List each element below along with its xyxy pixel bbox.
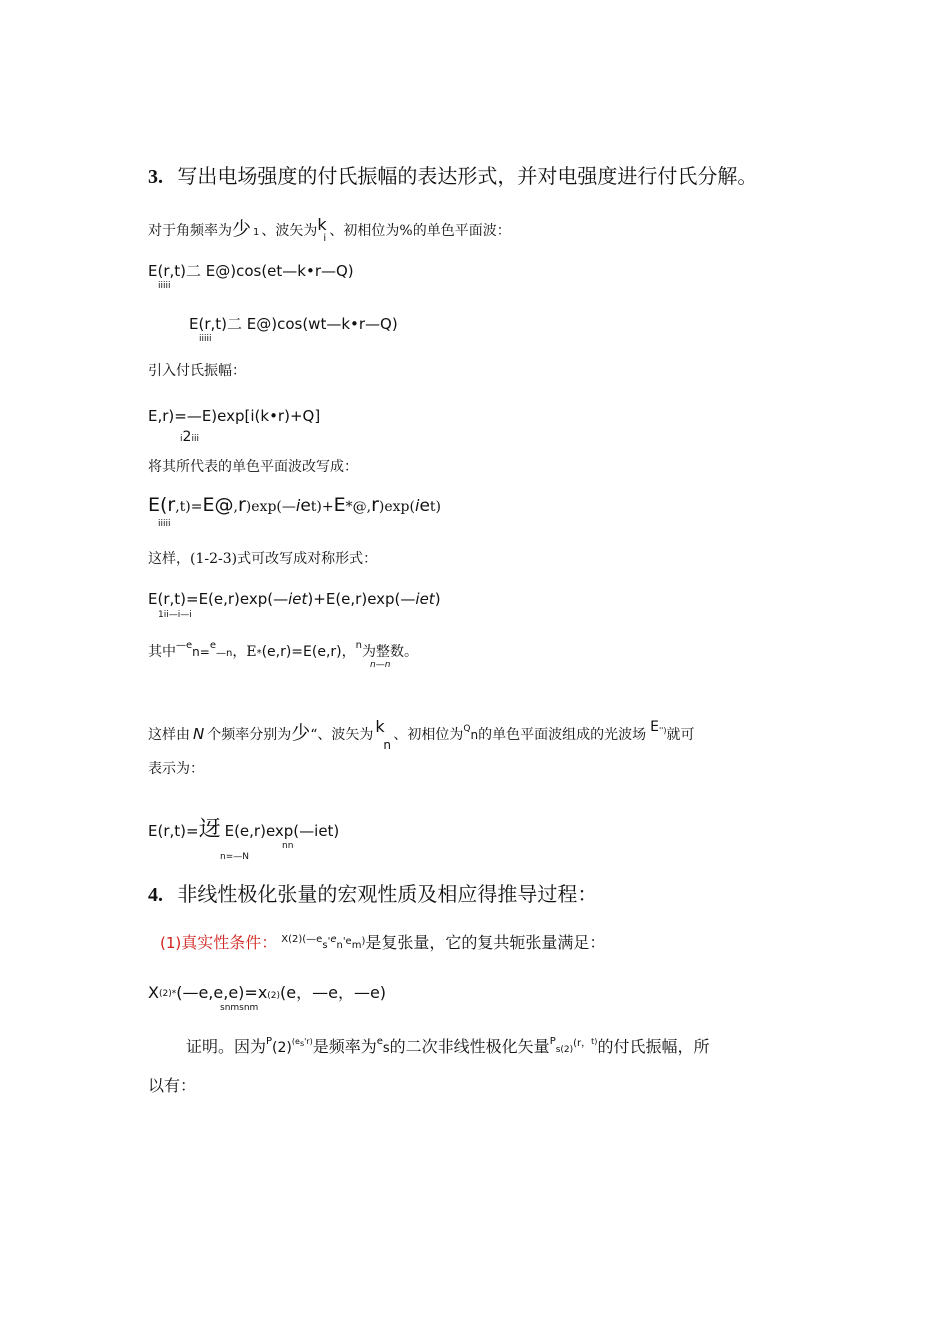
k-subscript: i	[323, 233, 327, 244]
omega-subscript: 1	[253, 227, 260, 238]
section-4-title: 非线性极化张量的宏观性质及相应得推导过程：	[177, 882, 598, 906]
intro-text-a: 对于角频率为	[148, 223, 232, 239]
eq5-part: iet	[288, 590, 308, 608]
eq4-part: i	[295, 496, 301, 515]
proof-part: 的付氏振幅，所	[597, 1037, 710, 1056]
eq7-part: x	[257, 983, 268, 1002]
proof-part: (r，	[573, 1038, 592, 1049]
proof-line-2: 以有：	[148, 1076, 197, 1095]
rewrite-intro: 将其所代表的单色平面波改写成：	[148, 459, 358, 475]
nfreq-q-sub: n	[470, 728, 479, 742]
proof-part: (e	[291, 1037, 300, 1046]
symmetric-form-intro: 这样，(1-2-3)式可改写成对称形式：	[148, 551, 378, 567]
proof-part: t)	[591, 1037, 598, 1046]
eq4-part: t)	[429, 499, 441, 515]
eq4-part: )exp(	[378, 499, 415, 515]
where-part: ，E	[232, 644, 257, 660]
eq5-part: )	[434, 590, 441, 608]
proof-part: 是频率为	[312, 1037, 377, 1056]
equation-5-subscript: 1ii—i—i	[158, 610, 192, 620]
equation-4-subscript: iiiii	[158, 519, 171, 529]
expressed-as-line: 表示为：	[148, 761, 204, 777]
eq5-part: E(r,t)=E(e,r)exp(—	[148, 590, 289, 608]
equation-6-subscript-range: n=—N	[220, 852, 249, 862]
eq4-part: )exp(—	[245, 499, 296, 515]
equation-2: E(r,t)二 E@)cos(wt—k•r—Q)	[189, 315, 398, 333]
intro-line	[148, 214, 511, 244]
chi-expression: 'e	[342, 936, 352, 947]
where-part: 其中	[148, 644, 176, 660]
section-3-number: 3.	[148, 166, 163, 188]
equation-3-subscript	[180, 429, 199, 445]
item-1-title: 真实性条件：	[181, 933, 278, 952]
where-part: *	[256, 648, 262, 659]
eq4-part: r	[167, 494, 176, 516]
proof-part: 证明。因为	[186, 1037, 267, 1056]
equation-7	[148, 980, 386, 1003]
eq6-part: E(e,r)exp(—iet)	[224, 822, 340, 840]
proof-part: P	[549, 1036, 556, 1047]
nfreq-k: k	[375, 717, 385, 736]
proof-part: s(2)	[555, 1045, 574, 1055]
eq7-part: (e，—e，—e)	[280, 983, 387, 1002]
section-4-number: 4.	[148, 884, 163, 906]
intro-text-b: 、波矢为	[261, 223, 318, 239]
eq5-part: iet	[415, 590, 435, 608]
proof-part: 'r)	[304, 1037, 313, 1046]
nfreq-part: 的单色平面波组成的光波场	[478, 727, 647, 743]
where-part: n=	[192, 645, 210, 659]
proof-part: P	[266, 1036, 273, 1047]
item-1-text: 是复张量，它的复共轭张量满足：	[365, 933, 606, 952]
chi-expression: '	[327, 936, 331, 947]
proof-part: s	[299, 1039, 305, 1048]
k-symbol: k	[317, 215, 327, 234]
equation-7-subscript: snmsnm	[220, 1003, 259, 1013]
where-subscript: n—n	[370, 660, 391, 670]
eq6-part: E(r,t)=	[148, 822, 199, 840]
eq7-part: (2)*	[158, 989, 177, 999]
eq4-part: e	[300, 496, 311, 516]
nfreq-part: 就可	[666, 727, 695, 743]
equation-6-subscript-nn: nn	[282, 841, 294, 851]
equation-6	[148, 812, 339, 843]
where-line	[148, 640, 418, 661]
chi-expression: n	[336, 940, 343, 951]
eq7-part: X	[148, 983, 159, 1002]
chi-expression: X(2)(—e	[281, 934, 323, 945]
where-part: e	[209, 640, 216, 651]
summation-sign: 迓	[198, 817, 221, 842]
where-part: (e,r)=E(e,r)，	[261, 644, 356, 660]
reality-condition-line	[160, 930, 605, 953]
eq4-part: E(	[148, 494, 168, 516]
n-frequency-line	[148, 717, 695, 752]
where-part: —	[176, 640, 186, 651]
chi-expression: m	[351, 940, 362, 951]
nfreq-q: Q	[463, 724, 471, 734]
where-part: n	[355, 640, 362, 651]
equation-2-subscript: iiiii	[199, 334, 212, 344]
nfreq-N: N	[193, 725, 205, 743]
chi-expression: e	[330, 934, 337, 945]
eq4-part: r	[237, 494, 246, 516]
proof-part: e	[376, 1036, 383, 1047]
eq4-part: E	[333, 494, 346, 516]
fourier-amplitude-intro: 引入付氏振幅：	[148, 363, 246, 379]
equation-1-subscript: iiiii	[158, 281, 171, 291]
nfreq-k-sub: n	[383, 738, 392, 752]
proof-part: s	[382, 1041, 390, 1056]
eq3-sub-a: i	[180, 434, 183, 444]
eq4-part: ,t)=	[175, 499, 203, 515]
where-part: e	[186, 640, 193, 651]
nfreq-E-sub: '')	[658, 726, 667, 735]
proof-part: 的二次非线性极化矢量	[389, 1037, 550, 1056]
where-part: 为整数。	[361, 644, 418, 660]
eq4-part: *@,	[345, 499, 372, 515]
eq5-part: )+E(e,r)exp(—	[307, 590, 416, 608]
section-4-heading	[148, 878, 597, 907]
eq4-part: r	[371, 494, 379, 516]
nfreq-part: 、初相位为	[393, 727, 464, 743]
eq3-sub-two: 2	[182, 429, 192, 445]
nfreq-omega: 少	[291, 722, 311, 744]
nfreq-part: 这样由	[148, 727, 190, 743]
eq4-part: ,	[233, 499, 238, 515]
equation-4	[148, 494, 441, 516]
section-3-title: 写出电场强度的付氏振幅的表达形式，并对电强度进行付氏分解。	[177, 164, 758, 188]
nfreq-part: 个频率分别为	[207, 727, 292, 743]
chi-expression: )	[361, 936, 366, 947]
omega-symbol: 少	[232, 218, 252, 240]
proof-line-1	[186, 1034, 709, 1057]
eq7-part: (—e,e,e)=	[176, 983, 258, 1002]
intro-text-c: 、初相位为%的单色平面波：	[329, 223, 511, 239]
equation-3: E,r)=—E)exp[i(k•r)+Q]	[148, 407, 321, 425]
eq7-part: (2)	[267, 991, 281, 1001]
item-1-label: (1)	[160, 934, 182, 952]
equation-1: E(r,t)二 E@)cos(et—k•r—Q)	[148, 262, 354, 280]
section-3-heading	[148, 160, 757, 189]
eq4-part: i	[414, 496, 420, 515]
nfreq-part: “、波矢为	[310, 727, 374, 743]
eq4-part: t)+	[310, 499, 334, 515]
nfreq-E: E	[650, 719, 659, 735]
eq3-sub-b: iii	[191, 434, 199, 444]
chi-expression: s	[322, 940, 328, 951]
eq4-part: E@	[202, 494, 234, 516]
proof-part: (2)	[272, 1040, 292, 1056]
eq4-part: e	[419, 496, 430, 516]
where-part: —n	[215, 648, 233, 659]
equation-5	[148, 590, 441, 608]
